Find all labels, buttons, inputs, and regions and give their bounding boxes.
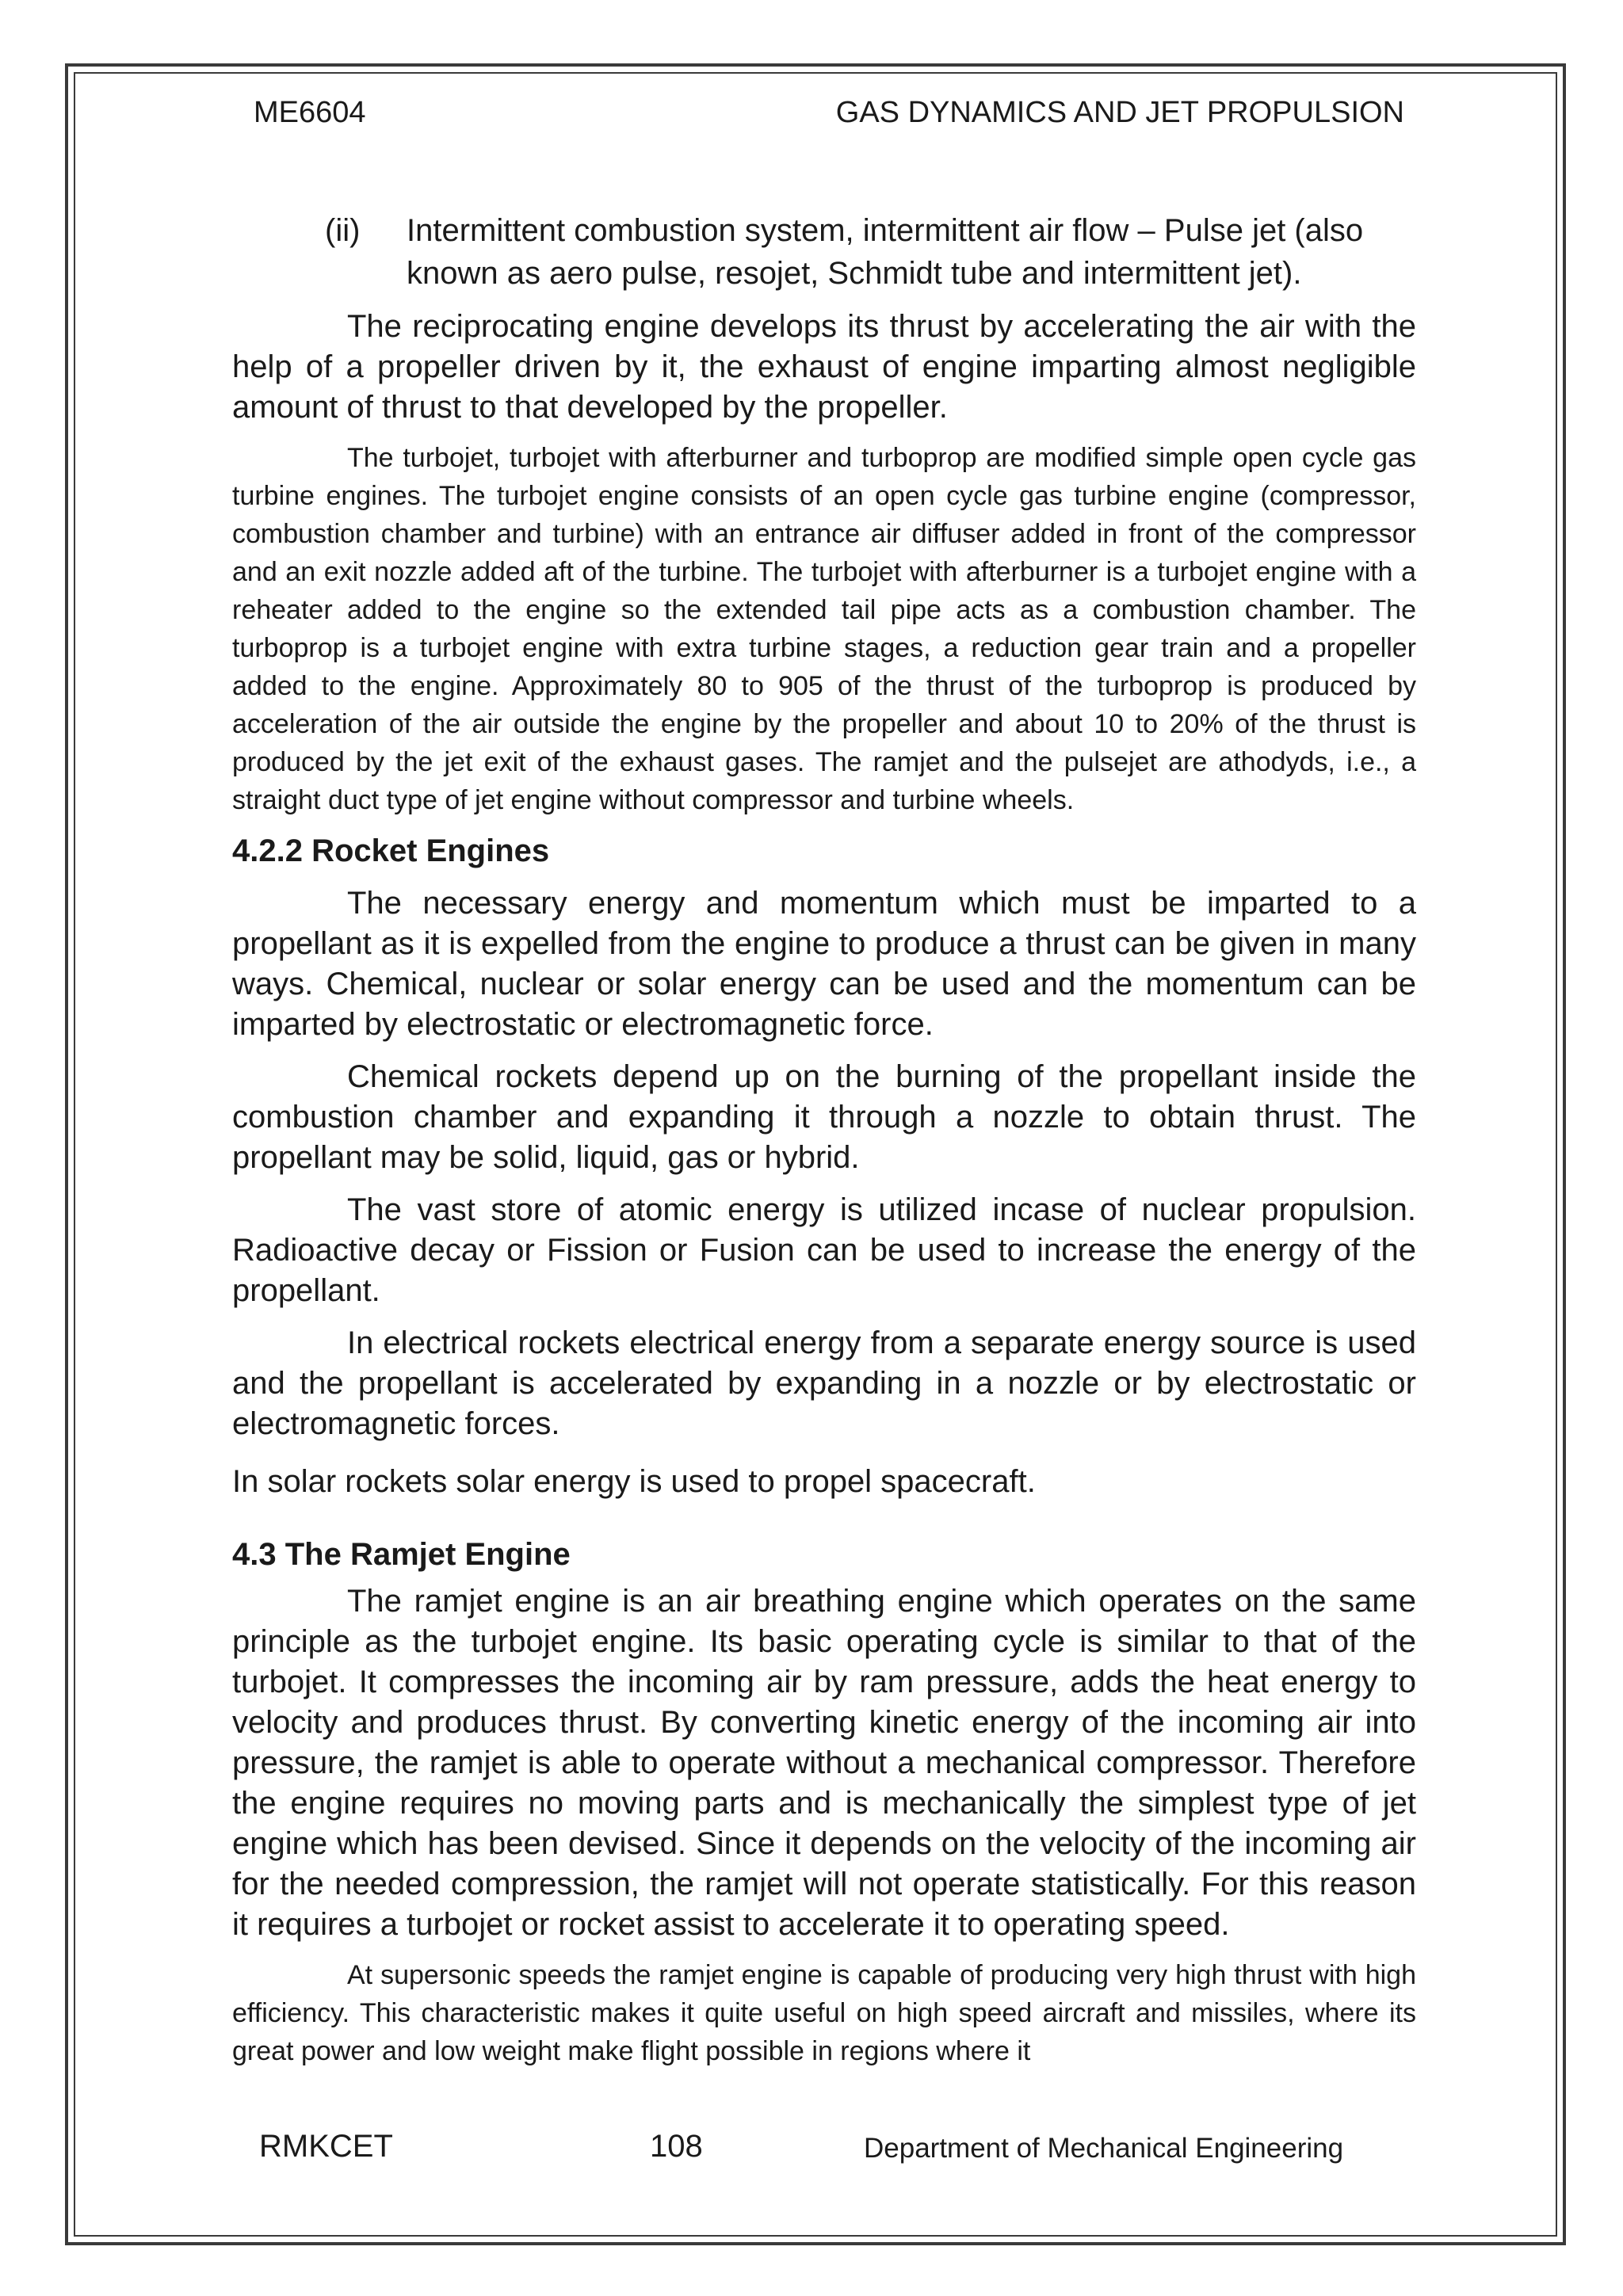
header-course-title: GAS DYNAMICS AND JET PROPULSION [835, 96, 1404, 129]
footer-page-number: 108 [650, 2129, 703, 2164]
heading-rocket-engines: 4.2.2 Rocket Engines [232, 833, 550, 868]
paragraph-solar-rockets: In solar rockets solar energy is used to propel spacecraft. [232, 1464, 1036, 1499]
paragraph-atomic-energy: The vast store of atomic energy is utilized incase of nuclear propulsion. Radioactive decay or Fission or Fusion can be used to increase the energy of the propellant. [232, 1192, 1416, 1308]
footer-department: Department of Mechanical Engineering [864, 2133, 1344, 2164]
paragraph-chemical-rockets: Chemical rockets depend up on the burning of the propellant inside the combustion chamber and expanding it through a nozzle to obtain thrust. The propellant may be solid, liquid, gas or hybrid. [232, 1059, 1416, 1175]
paragraph-supersonic: At supersonic speeds the ramjet engine is capable of producing very high thrust with high efficiency. This characteristic makes it quite useful on high speed aircraft and missiles, where its great power and low weight make flight possible in regions where it [232, 1960, 1416, 2066]
paragraph-ramjet: The ramjet engine is an air breathing engine which operates on the same principle as the turbojet engine. Its basic operating cycle is similar to that of the turbojet. It compresses the incoming air by ram pressure, adds the heat energy to velocity and produces thrust. By converting kinetic energy of the incoming air into pressure, the ramjet is able to operate without a mechanical compressor. Therefore the engine requires no moving parts and is mechanically the simplest type of jet engine which has been devised. Since it depends on the velocity of the incoming air for the needed compression, the ramjet will not operate statistically. For this reason it requires a turbojet or rocket assist to accelerate it to operating speed. [232, 1584, 1416, 1942]
paragraph-energy: The necessary energy and momentum which must be imparted to a propellant as it is expelled from the engine to produce a thrust can be given in many ways. Chemical, nuclear or solar energy can be used and the momentum can be imparted by electrostatic or electromagnetic force. [232, 886, 1416, 1042]
heading-ramjet-engine: 4.3 The Ramjet Engine [232, 1537, 571, 1572]
paragraph-turbojet: The turbojet, turbojet with afterburner and turboprop are modified simple open cycle gas turbine engines. The turbojet engine consists of an open cycle gas turbine engine (compressor, combustion chamber and turbine) with an entrance air diffuser added in front of the compressor and an exit nozzle added aft of the turbine. The turbojet with afterburner is a turbojet engine with a reheater added to the engine so the extended tail pipe acts as a combustion chamber. The turboprop is a turbojet engine with extra turbine stages, a reduction gear train and a propeller added to the engine. Approximately 80 to 905 of the thrust of the turboprop is produced by acceleration of the air outside the engine by the propeller and about 10 to 20% of the thrust is produced by the jet exit of the exhaust gases. The ramjet and the pulsejet are athodyds, i.e., a straight duct type of jet engine without compressor and turbine wheels. [232, 443, 1416, 815]
list-item-number: (ii) [325, 213, 361, 248]
list-item-text: Intermittent combustion system, intermittent air flow – Pulse jet (also known as aero pulse, resojet, Schmidt tube and intermittent jet). [407, 213, 1364, 291]
paragraph-reciprocating: The reciprocating engine develops its thrust by accelerating the air with the help of a propeller driven by it, the exhaust of engine imparting almost negligible amount of thrust to that developed by the propeller. [232, 309, 1416, 425]
page-content [232, 209, 1416, 2070]
header-course-code: ME6604 [254, 96, 366, 129]
list-item-ii [232, 209, 1416, 295]
footer-institution: RMKCET [259, 2129, 393, 2164]
paragraph-electrical-rockets: In electrical rockets electrical energy from a separate energy source is used and the propellant is accelerated by expanding in a nozzle or by electrostatic or electromagnetic forces. [232, 1325, 1416, 1441]
